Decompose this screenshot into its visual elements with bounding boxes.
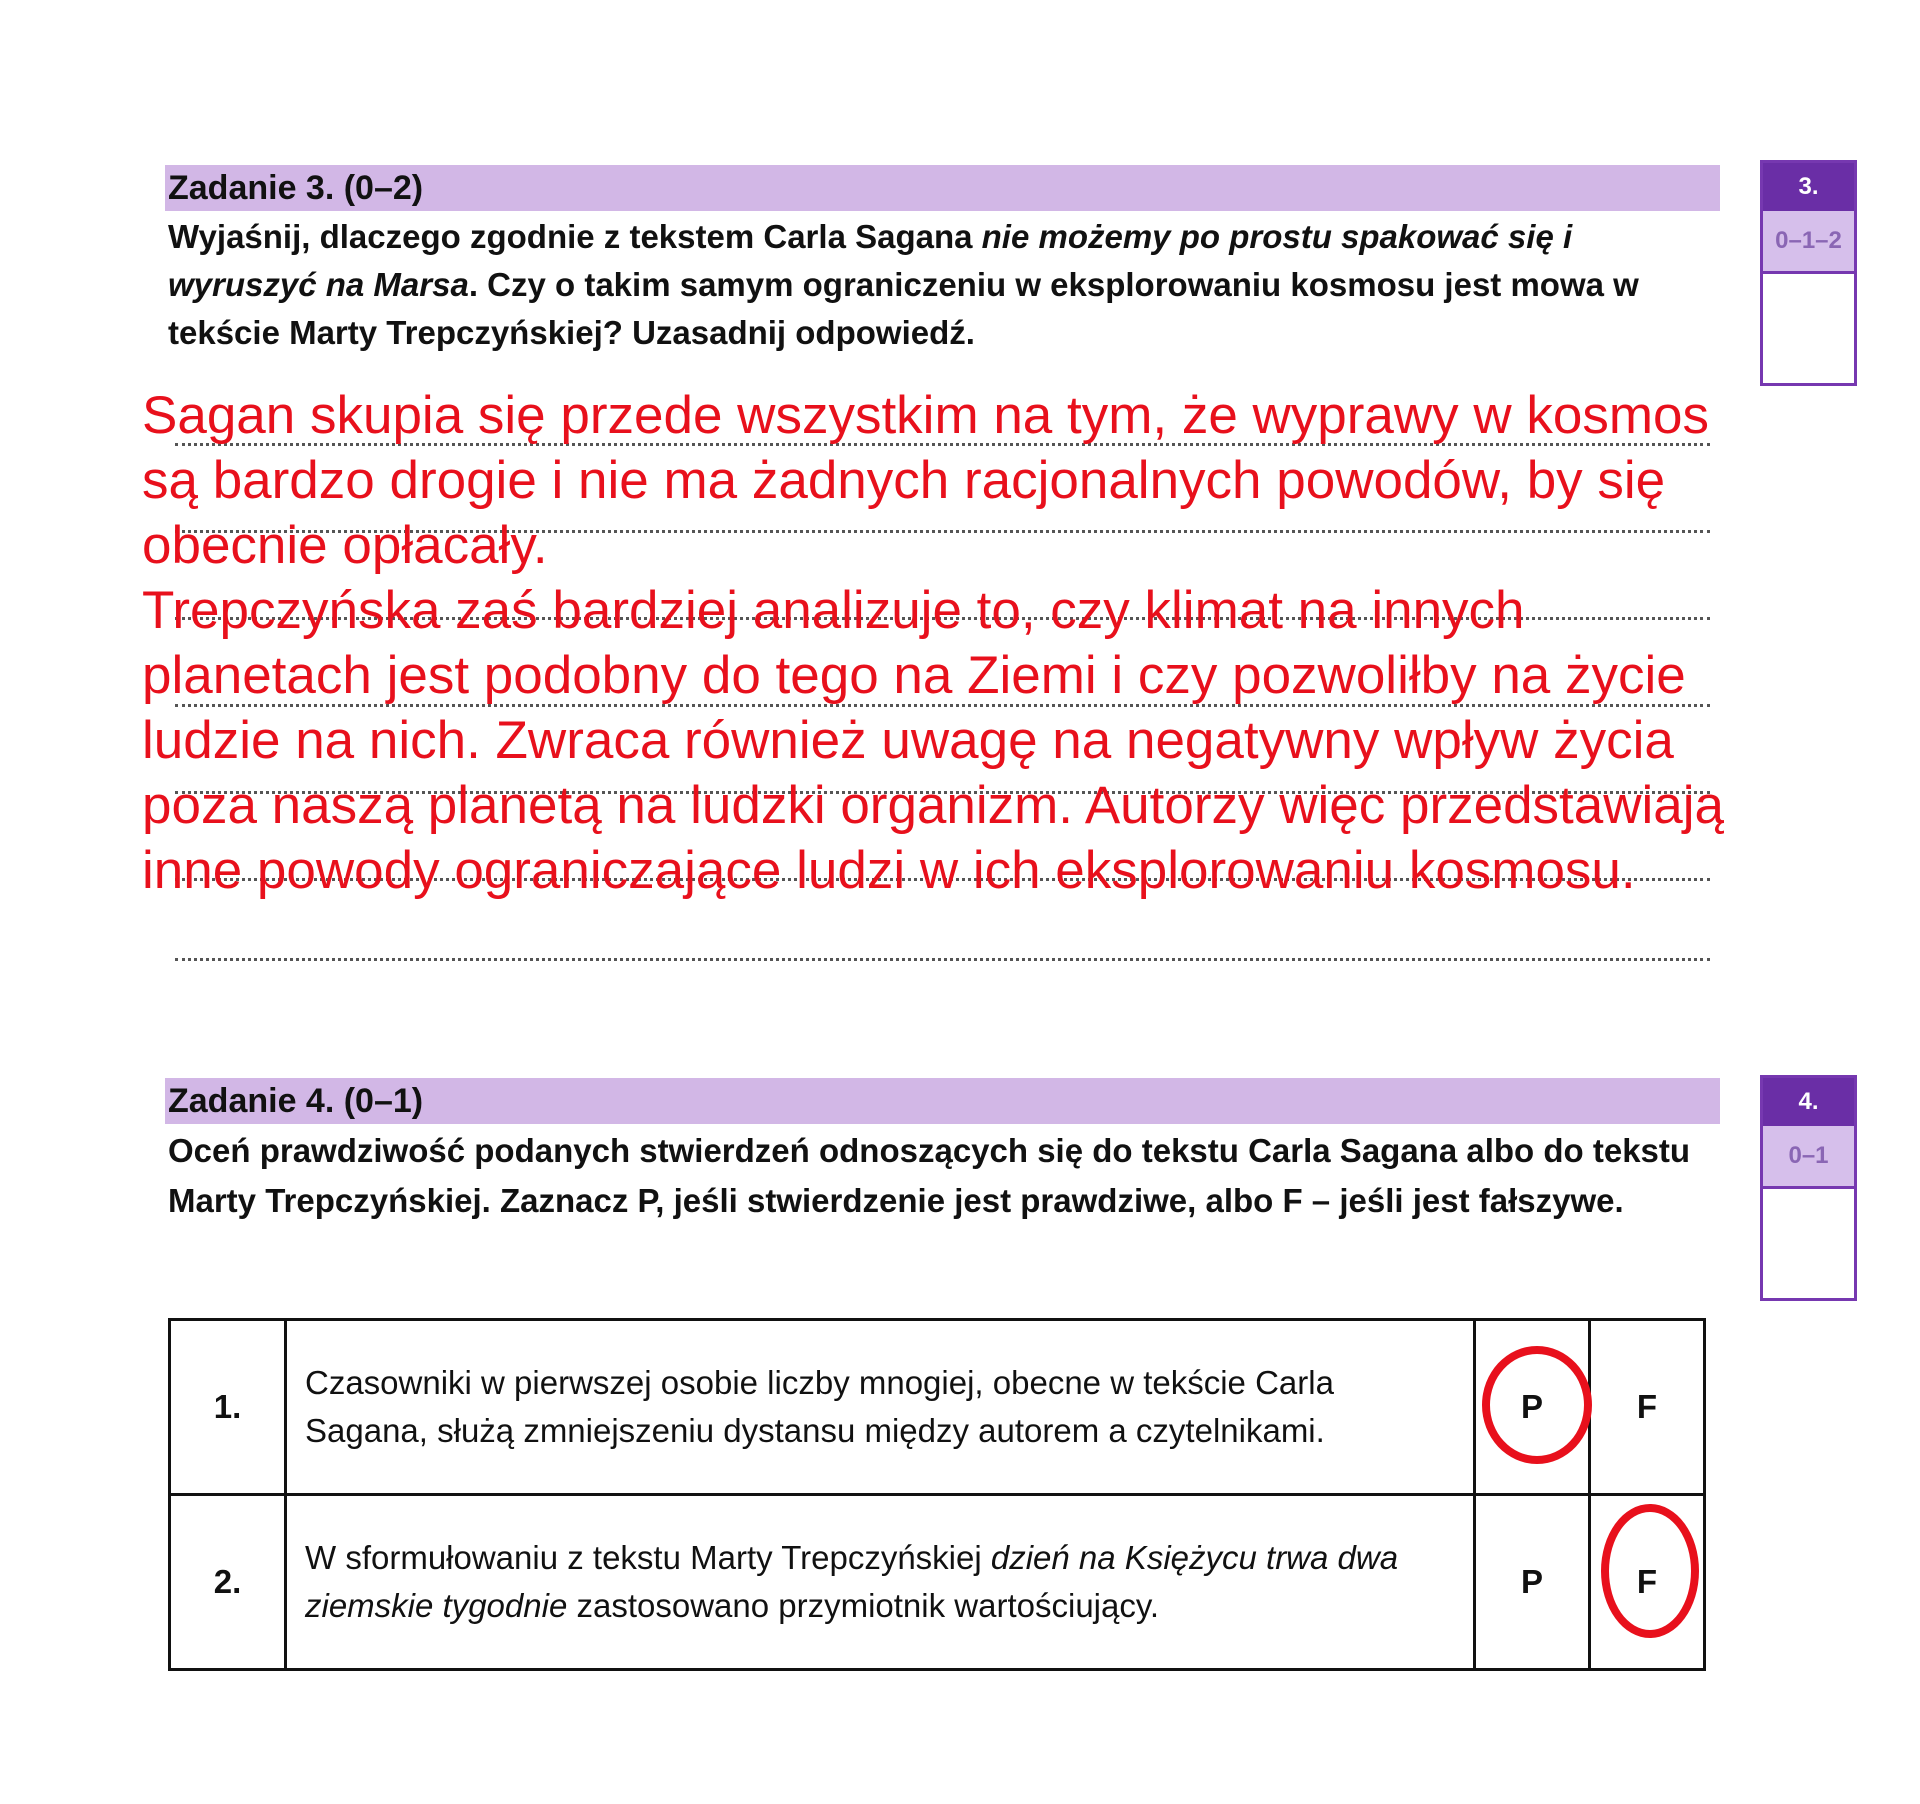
task4-score-range: 0–1 [1763,1126,1854,1189]
statement-text: W sformułowaniu z tekstu Marty Trepczyńskiej dzień na Księżycu trwa dwa ziemskie tygodnie zastosowano przymiotnik wartościujący. [286,1495,1475,1670]
answer-f-label: F [1636,1388,1658,1425]
answer-text-line: obecnie opłacały. [142,516,548,575]
task4-instruction: Oceń prawdziwość podanych stwierdzeń odnoszących się do tekstu Carla Sagana albo do tekstu Marty Trepczyńskiej. Zaznacz P, jeśli stwierdzenie jest prawdziwe, albo F – jeśli jest fałszywe. [168,1132,1691,1219]
answer-p-cell[interactable] [1475,1320,1590,1495]
answer-f-cell[interactable] [1590,1495,1705,1670]
statements-table [168,1318,1706,1671]
task4-score-number: 4. [1763,1078,1854,1126]
answer-text-line: Sagan skupia się przede wszystkim na tym, że wyprawy w kosmos [142,386,1709,445]
answer-text-line: są bardzo drogie i nie ma żadnych racjonalnych powodów, by się [142,451,1666,510]
answer-text-line: poza naszą planetą na ludzki organizm. Autorzy więc przedstawiają [142,776,1725,835]
answer-text-line: ludzie na nich. Zwraca również uwagę na negatywny wpływ życia [142,711,1674,770]
statement-number: 1. [170,1320,286,1495]
selection-circle-mark [1482,1346,1592,1464]
answer-p-label: P [1520,1563,1543,1600]
answer-f-label: F [1636,1563,1658,1600]
task3-score-number: 3. [1763,163,1854,211]
task3-title: Zadanie 3. (0–2) [165,165,1720,211]
task3-score-range: 0–1–2 [1763,211,1854,274]
statement-text: Czasowniki w pierwszej osobie liczby mnogiej, obecne w tekście Carla Sagana, służą zmniejszeniu dystansu między autorem a czytelnikami. [286,1320,1475,1495]
answer-text-line: planetach jest podobny do tego na Ziemi i czy pozwoliłby na życie [142,646,1686,705]
table-row [170,1320,1705,1495]
selection-circle-mark [1601,1504,1699,1638]
answer-text-line: inne powody ograniczające ludzi w ich eksplorowaniu kosmosu. [142,841,1636,900]
task3-instruction: Wyjaśnij, dlaczego zgodnie z tekstem Carla Sagana nie możemy po prostu spakować się i wyruszyć na Marsa. Czy o takim samym ograniczeniu w eksplorowaniu kosmosu jest mowa w tekście Marty Trepczyńskiej? Uzasadnij odpowiedź. [168,218,1639,351]
answer-p-cell[interactable] [1475,1495,1590,1670]
answer-p-label: P [1520,1388,1543,1425]
task4-title: Zadanie 4. (0–1) [165,1078,1720,1124]
task4-score-box[interactable] [1760,1075,1857,1301]
answer-line [175,958,1710,961]
task3-answer [142,383,1917,903]
table-row [170,1495,1705,1670]
answer-f-cell[interactable] [1590,1320,1705,1495]
task3-score-box[interactable] [1760,160,1857,386]
answer-text-line: Trepczyńska zaś bardziej analizuje to, czy klimat na innych [142,581,1525,640]
statement-number: 2. [170,1495,286,1670]
